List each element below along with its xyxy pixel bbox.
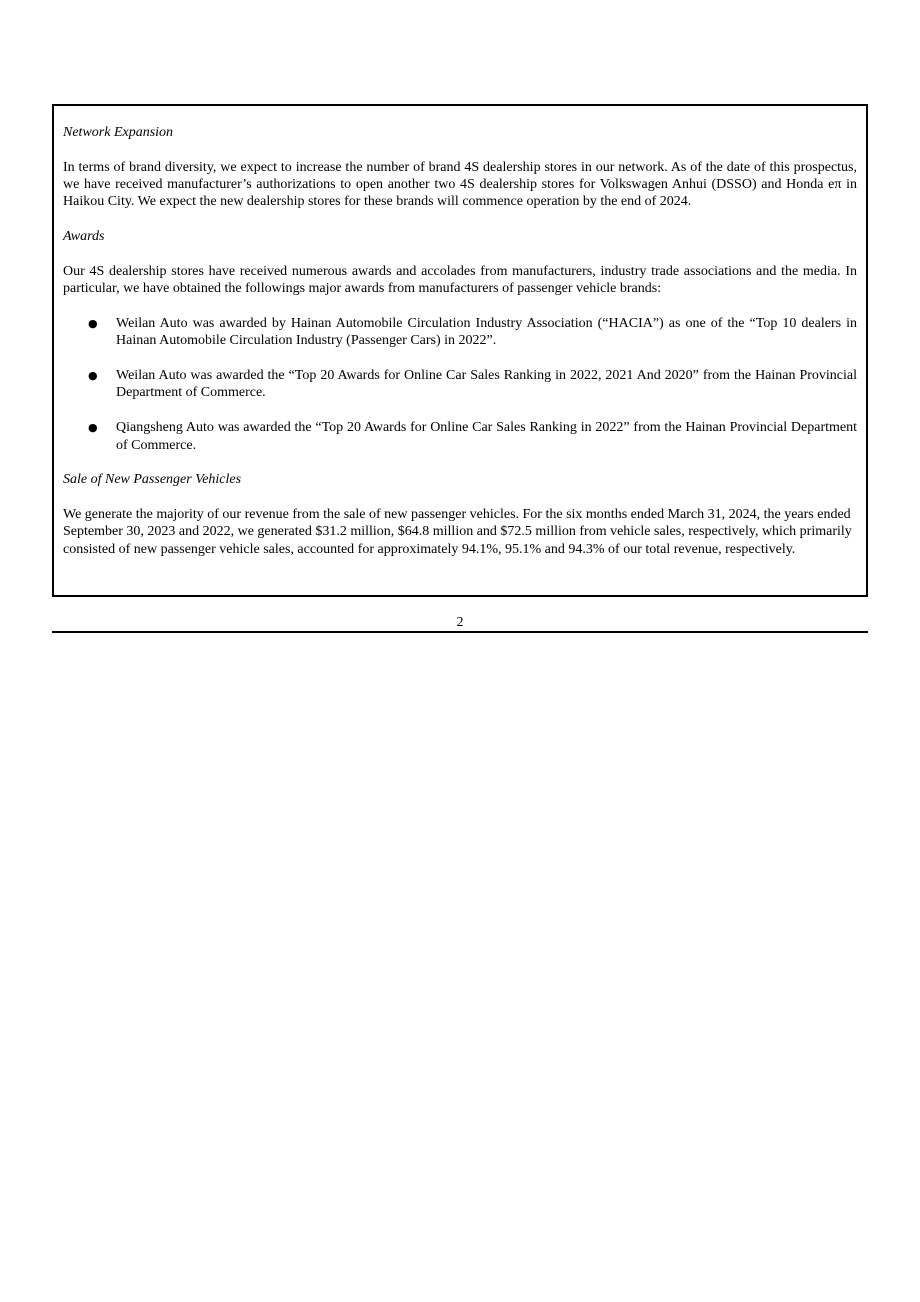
summary-box xyxy=(52,104,868,597)
award-item-text: Weilan Auto was awarded by Hainan Automobile Circulation Industry Association (“HACIA”) as one of the “Top 10 dealers in Hainan Automobile Circulation Industry (Passenger Cars) in 2022”. xyxy=(116,316,857,349)
page-divider xyxy=(52,631,868,633)
award-item-text: Weilan Auto was awarded the “Top 20 Awards for Online Car Sales Ranking in 2022, 2021 And 2020” from the Hainan Provincial Department of Commerce. xyxy=(116,368,857,401)
sales-heading: Sale of New Passenger Vehicles xyxy=(63,472,242,488)
bullet-icon: ● xyxy=(88,317,98,331)
network-expansion-paragraph: In terms of brand diversity, we expect to increase the number of brand 4S dealership stores in our network. As of the date of this prospectus, we have received manufacturer’s authorizations to open another two 4S dealership stores for Volkswagen Anhui (DSSO) and Honda eπ in Haikou City. We expect the new dealership stores for these brands will commence operation by the end of 2024. xyxy=(63,159,857,210)
bullet-icon: ● xyxy=(88,369,98,383)
awards-intro-paragraph: Our 4S dealership stores have received numerous awards and accolades from manufacturers, industry trade associations and the media. In particular, we have obtained the followings major awards from manufacturers of passenger vehicle brands: xyxy=(63,263,857,297)
bullet-icon: ● xyxy=(88,421,98,435)
award-item-text: Qiangsheng Auto was awarded the “Top 20 Awards for Online Car Sales Ranking in 2022” from the Hainan Provincial Department of Commerce. xyxy=(116,420,857,453)
awards-list xyxy=(63,315,857,454)
award-item xyxy=(63,419,857,454)
award-item xyxy=(63,367,857,402)
sales-paragraph: We generate the majority of our revenue from the sale of new passenger vehicles. For the six months ended March 31, 2024, the years ended September 30, 2023 and 2022, we generated $31.2 million, $64.8 million and $72.5 million from vehicle sales, respectively, which primarily consisted of new passenger vehicle sales, accounted for approximately 94.1%, 95.1% and 94.3% of our total revenue, respectively. xyxy=(63,507,852,557)
awards-heading: Awards xyxy=(63,229,105,245)
award-item xyxy=(63,315,857,350)
page-number: 2 xyxy=(456,615,464,630)
network-expansion-heading: Network Expansion xyxy=(63,125,174,140)
